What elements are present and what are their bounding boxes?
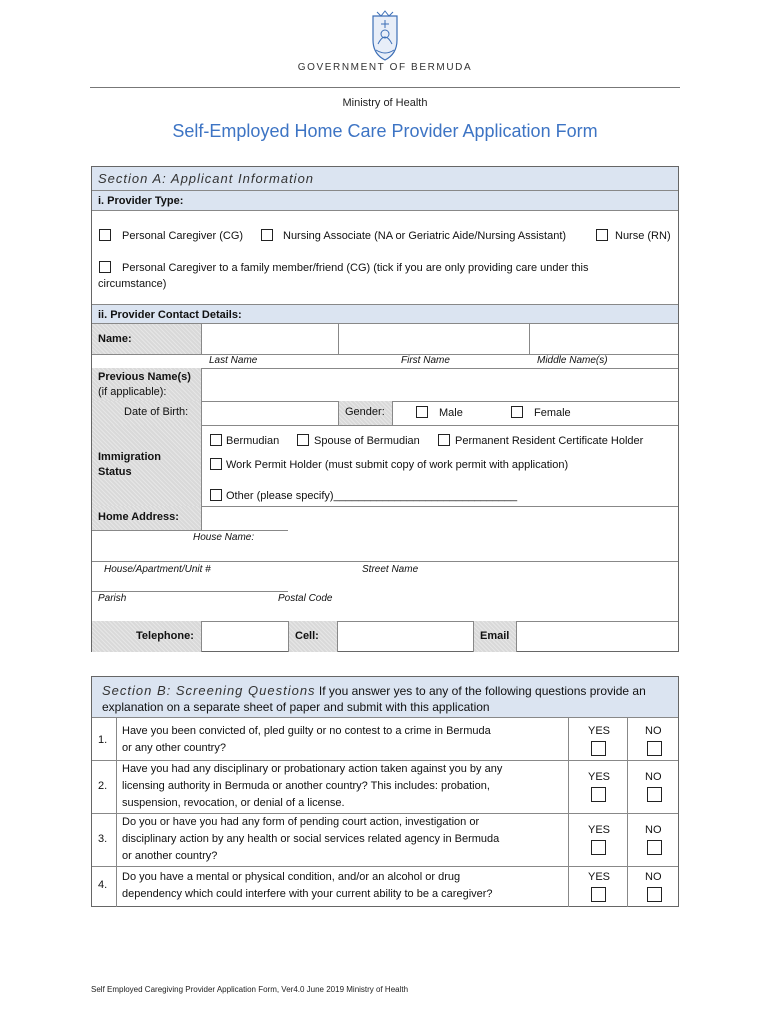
- contact-details-header: [92, 304, 678, 324]
- previous-names-label-line2: (if applicable):: [98, 386, 167, 398]
- immigration-label-line2: Status: [98, 466, 132, 478]
- cell-label-cell: [288, 621, 338, 652]
- nursing-associate-checkbox[interactable]: [261, 229, 273, 241]
- question-4-number: 4.: [98, 879, 108, 891]
- question-3-yes-checkbox[interactable]: [591, 840, 606, 855]
- ministry-name: Ministry of Health: [342, 97, 428, 109]
- question-4-yes-label: YES: [588, 871, 611, 883]
- parish-caption: Parish: [98, 593, 127, 604]
- question-2-no-checkbox[interactable]: [647, 787, 662, 802]
- section-b-title: Section B: Screening Questions: [102, 683, 316, 698]
- family-caregiver-label-line2: circumstance): [98, 278, 167, 290]
- section-b-header: [92, 677, 678, 718]
- personal-caregiver-checkbox[interactable]: [99, 229, 111, 241]
- question-4-no-checkbox[interactable]: [647, 887, 662, 902]
- question-1-yes-label: YES: [588, 725, 611, 737]
- government-name: GOVERNMENT OF BERMUDA: [297, 62, 473, 73]
- cell-label: Cell:: [295, 630, 319, 642]
- gender-label-cell: [338, 401, 393, 425]
- middle-names-caption: Middle Name(s): [537, 355, 608, 366]
- section-a: [91, 166, 679, 652]
- name-label-cell: [92, 324, 202, 354]
- provider-type-heading: i. Provider Type:: [98, 195, 184, 207]
- section-a-title: Section A: Applicant Information: [98, 171, 315, 186]
- previous-names-label-cell: [92, 368, 202, 401]
- question-1-no-checkbox[interactable]: [647, 741, 662, 756]
- work-permit-checkbox[interactable]: [210, 458, 222, 470]
- question-3-text: Do you or have you had any form of pending court action, investigation or disciplinary action by any health or social services related agency in Bermuda or another country?: [122, 816, 500, 862]
- bermudian-label: Bermudian: [226, 435, 280, 447]
- question-1-yes-checkbox[interactable]: [591, 741, 606, 756]
- footer-text: Self Employed Caregiving Provider Application Form, Ver4.0 June 2019 Ministry of Health: [91, 985, 409, 994]
- postal-code-caption: Postal Code: [278, 593, 333, 604]
- dob-label: Date of Birth:: [124, 406, 189, 418]
- question-3-no-label: NO: [645, 824, 662, 836]
- house-name-caption: House Name:: [193, 532, 255, 543]
- section-b: [91, 676, 679, 907]
- prc-holder-label: Permanent Resident Certificate Holder: [455, 435, 644, 447]
- bermudian-checkbox[interactable]: [210, 434, 222, 446]
- work-permit-label: Work Permit Holder (must submit copy of work permit with application): [226, 459, 569, 471]
- name-label: Name:: [98, 333, 132, 345]
- family-caregiver-checkbox[interactable]: [99, 261, 111, 273]
- question-3-no-checkbox[interactable]: [647, 840, 662, 855]
- question-1-text: Have you been convicted of, pled guilty or no contest to a crime in Bermuda or any other country?: [122, 725, 491, 754]
- immigration-label-line1: Immigration: [98, 451, 161, 463]
- page-title: Self-Employed Home Care Provider Application Form: [172, 121, 598, 141]
- street-name-caption: Street Name: [362, 564, 419, 575]
- house-unit-caption: House/Apartment/Unit #: [104, 564, 211, 575]
- telephone-label: Telephone:: [136, 630, 194, 642]
- home-address-label: Home Address:: [98, 511, 179, 523]
- question-1-number: 1.: [98, 734, 108, 746]
- question-4-yes-checkbox[interactable]: [591, 887, 606, 902]
- question-2-yes-label: YES: [588, 771, 611, 783]
- nurse-rn-checkbox[interactable]: [596, 229, 608, 241]
- nurse-rn-label: Nurse (RN): [615, 230, 671, 242]
- question-2-number: 2.: [98, 780, 108, 792]
- email-label-cell: [473, 621, 517, 652]
- question-4-no-label: NO: [645, 871, 662, 883]
- gender-label: Gender:: [345, 406, 385, 418]
- home-address-label-cell: [92, 506, 202, 530]
- question-2-yes-checkbox[interactable]: [591, 787, 606, 802]
- question-1-no-label: NO: [645, 725, 662, 737]
- spouse-checkbox[interactable]: [297, 434, 309, 446]
- nursing-associate-label: Nursing Associate (NA or Geriatric Aide/Nursing Assistant): [283, 230, 567, 242]
- gender-male-label: Male: [439, 407, 463, 419]
- question-2-no-label: NO: [645, 771, 662, 783]
- previous-names-label-line1: Previous Name(s): [98, 371, 191, 383]
- immigration-label-cell: [92, 425, 202, 506]
- prc-holder-checkbox[interactable]: [438, 434, 450, 446]
- email-label: Email: [480, 630, 510, 642]
- provider-type-header: [92, 191, 678, 211]
- question-4-text: Do you have a mental or physical condition, and/or an alcohol or drug dependency which could interfere with your current ability to be a caregiver?: [122, 871, 493, 900]
- question-3-yes-label: YES: [588, 824, 611, 836]
- other-status-label: Other (please specify)______________________________: [226, 490, 518, 502]
- other-status-checkbox[interactable]: [210, 489, 222, 501]
- spouse-label: Spouse of Bermudian: [314, 435, 420, 447]
- contact-details-heading: ii. Provider Contact Details:: [98, 309, 242, 321]
- question-2-text: Have you had any disciplinary or probationary action taken against you by any licensing authority in Bermuda or another country? This includes: probation, suspension, revocation, or denial of a license.: [122, 763, 503, 809]
- section-b-intro-line2: explanation on a separate sheet of paper and submit with this application: [102, 700, 490, 714]
- question-3-number: 3.: [98, 833, 108, 845]
- section-b-intro: If you answer yes to any of the following questions provide an: [318, 684, 646, 698]
- last-name-caption: Last Name: [209, 355, 258, 366]
- gender-female-label: Female: [534, 407, 571, 419]
- gender-male-checkbox[interactable]: [416, 406, 428, 418]
- header-divider: [90, 87, 680, 88]
- family-caregiver-label-line1: Personal Caregiver to a family member/friend (CG) (tick if you are only providing care under this: [122, 262, 589, 274]
- personal-caregiver-label: Personal Caregiver (CG): [122, 230, 244, 242]
- gender-female-checkbox[interactable]: [511, 406, 523, 418]
- telephone-label-cell: [92, 621, 202, 652]
- dob-label-cell: [92, 401, 202, 425]
- first-name-caption: First Name: [401, 355, 450, 366]
- bermuda-crest-logo: [369, 10, 401, 62]
- section-a-header: [92, 167, 678, 191]
